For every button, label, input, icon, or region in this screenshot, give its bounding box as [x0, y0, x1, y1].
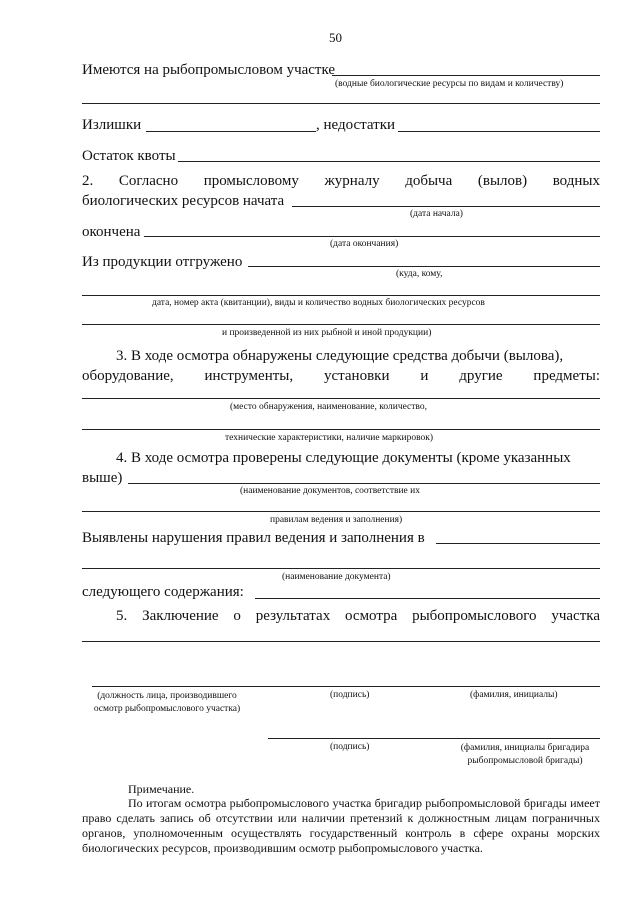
- signature2-caption: (подпись): [330, 742, 370, 752]
- end-date-field[interactable]: [144, 236, 600, 237]
- surplus-label: Излишки: [82, 117, 142, 133]
- products-caption: и произведенной из них рыбной и иной продукции): [222, 328, 432, 338]
- quota-field[interactable]: [178, 161, 600, 162]
- section4-caption2: правилам ведения и заполнения): [270, 515, 403, 525]
- brigadier-caption: (фамилия, инициалы бригадира рыбопромысловой бригады): [460, 743, 590, 766]
- content-field[interactable]: [255, 598, 600, 599]
- note-title: Примечание.: [128, 782, 195, 796]
- shortage-field[interactable]: [398, 131, 600, 132]
- section4-line2: выше): [82, 470, 123, 486]
- start-caption: (дата начала): [410, 209, 463, 219]
- section3-line2: оборудование, инструменты, установки и другие предметы:: [82, 368, 600, 384]
- available-caption: (водные биологические ресурсы по видам и количеству): [335, 79, 564, 89]
- section4-caption1: (наименование документов, соответствие их: [240, 486, 420, 496]
- signature-line1[interactable]: [92, 686, 600, 687]
- section3-caption2: технические характеристики, наличие маркировок): [225, 433, 434, 443]
- shipped-label: Из продукции отгружено: [82, 254, 243, 270]
- section5-line1: 5. Заключение о результатах осмотра рыбопромыслового участка: [116, 608, 600, 624]
- section5-field[interactable]: [82, 641, 600, 642]
- section3-line1: 3. В ходе осмотра обнаружены следующие средства добычи (вылова),: [116, 348, 564, 364]
- content-label: следующего содержания:: [82, 584, 244, 600]
- journal-line2: биологических ресурсов начата: [82, 193, 285, 209]
- act-caption: дата, номер акта (квитанции), виды и количество водных биологических ресурсов: [152, 298, 485, 308]
- name-caption: (фамилия, инициалы): [470, 690, 558, 700]
- section3-field[interactable]: [82, 398, 600, 399]
- section3-field-line2[interactable]: [82, 429, 600, 430]
- section4-field-line2[interactable]: [82, 511, 600, 512]
- section3-caption1: (место обнаружения, наименование, количество,: [230, 402, 427, 412]
- shipped-caption: (куда, кому,: [396, 269, 443, 279]
- section4-line1: 4. В ходе осмотра проверены следующие документы (кроме указанных: [116, 450, 571, 466]
- available-field-line2[interactable]: [82, 103, 600, 104]
- violations-field[interactable]: [436, 543, 600, 544]
- start-date-field[interactable]: [292, 206, 600, 207]
- signature-caption: (подпись): [330, 690, 370, 700]
- shipped-field[interactable]: [248, 266, 600, 267]
- surplus-field[interactable]: [146, 131, 316, 132]
- end-label: окончена: [82, 224, 141, 240]
- end-caption: (дата окончания): [330, 239, 399, 249]
- position-caption: (должность лица, производившего осмотр рыбопромыслового участка): [93, 691, 241, 714]
- note-text: По итогам осмотра рыбопромыслового участка бригадир рыбопромысловой бригады имеет право сделать запись об отсутствии или наличии претензий к должностным лицам пограничных органов, уполномоченным осуществлять государственный контроль в сфере охраны морских биологических ресурсов, производившим осмотр рыбопромыслового участка.: [82, 796, 600, 855]
- journal-line1: 2. Согласно промысловому журналу добыча (вылов) водных: [82, 173, 600, 189]
- shipped-field-line3[interactable]: [82, 324, 600, 325]
- shipped-field-line2[interactable]: [82, 295, 600, 296]
- shortage-label: , недостатки: [316, 117, 396, 133]
- available-field[interactable]: [332, 75, 600, 76]
- page-number: 50: [329, 30, 342, 45]
- signature-line2[interactable]: [268, 738, 600, 739]
- section4-field[interactable]: [128, 483, 600, 484]
- quota-label: Остаток квоты: [82, 148, 176, 164]
- violations-label: Выявлены нарушения правил ведения и заполнения в: [82, 530, 425, 546]
- violations-field-line2[interactable]: [82, 568, 600, 569]
- doc-caption: (наименование документа): [282, 572, 391, 582]
- available-label: Имеются на рыбопромысловом участке: [82, 62, 336, 78]
